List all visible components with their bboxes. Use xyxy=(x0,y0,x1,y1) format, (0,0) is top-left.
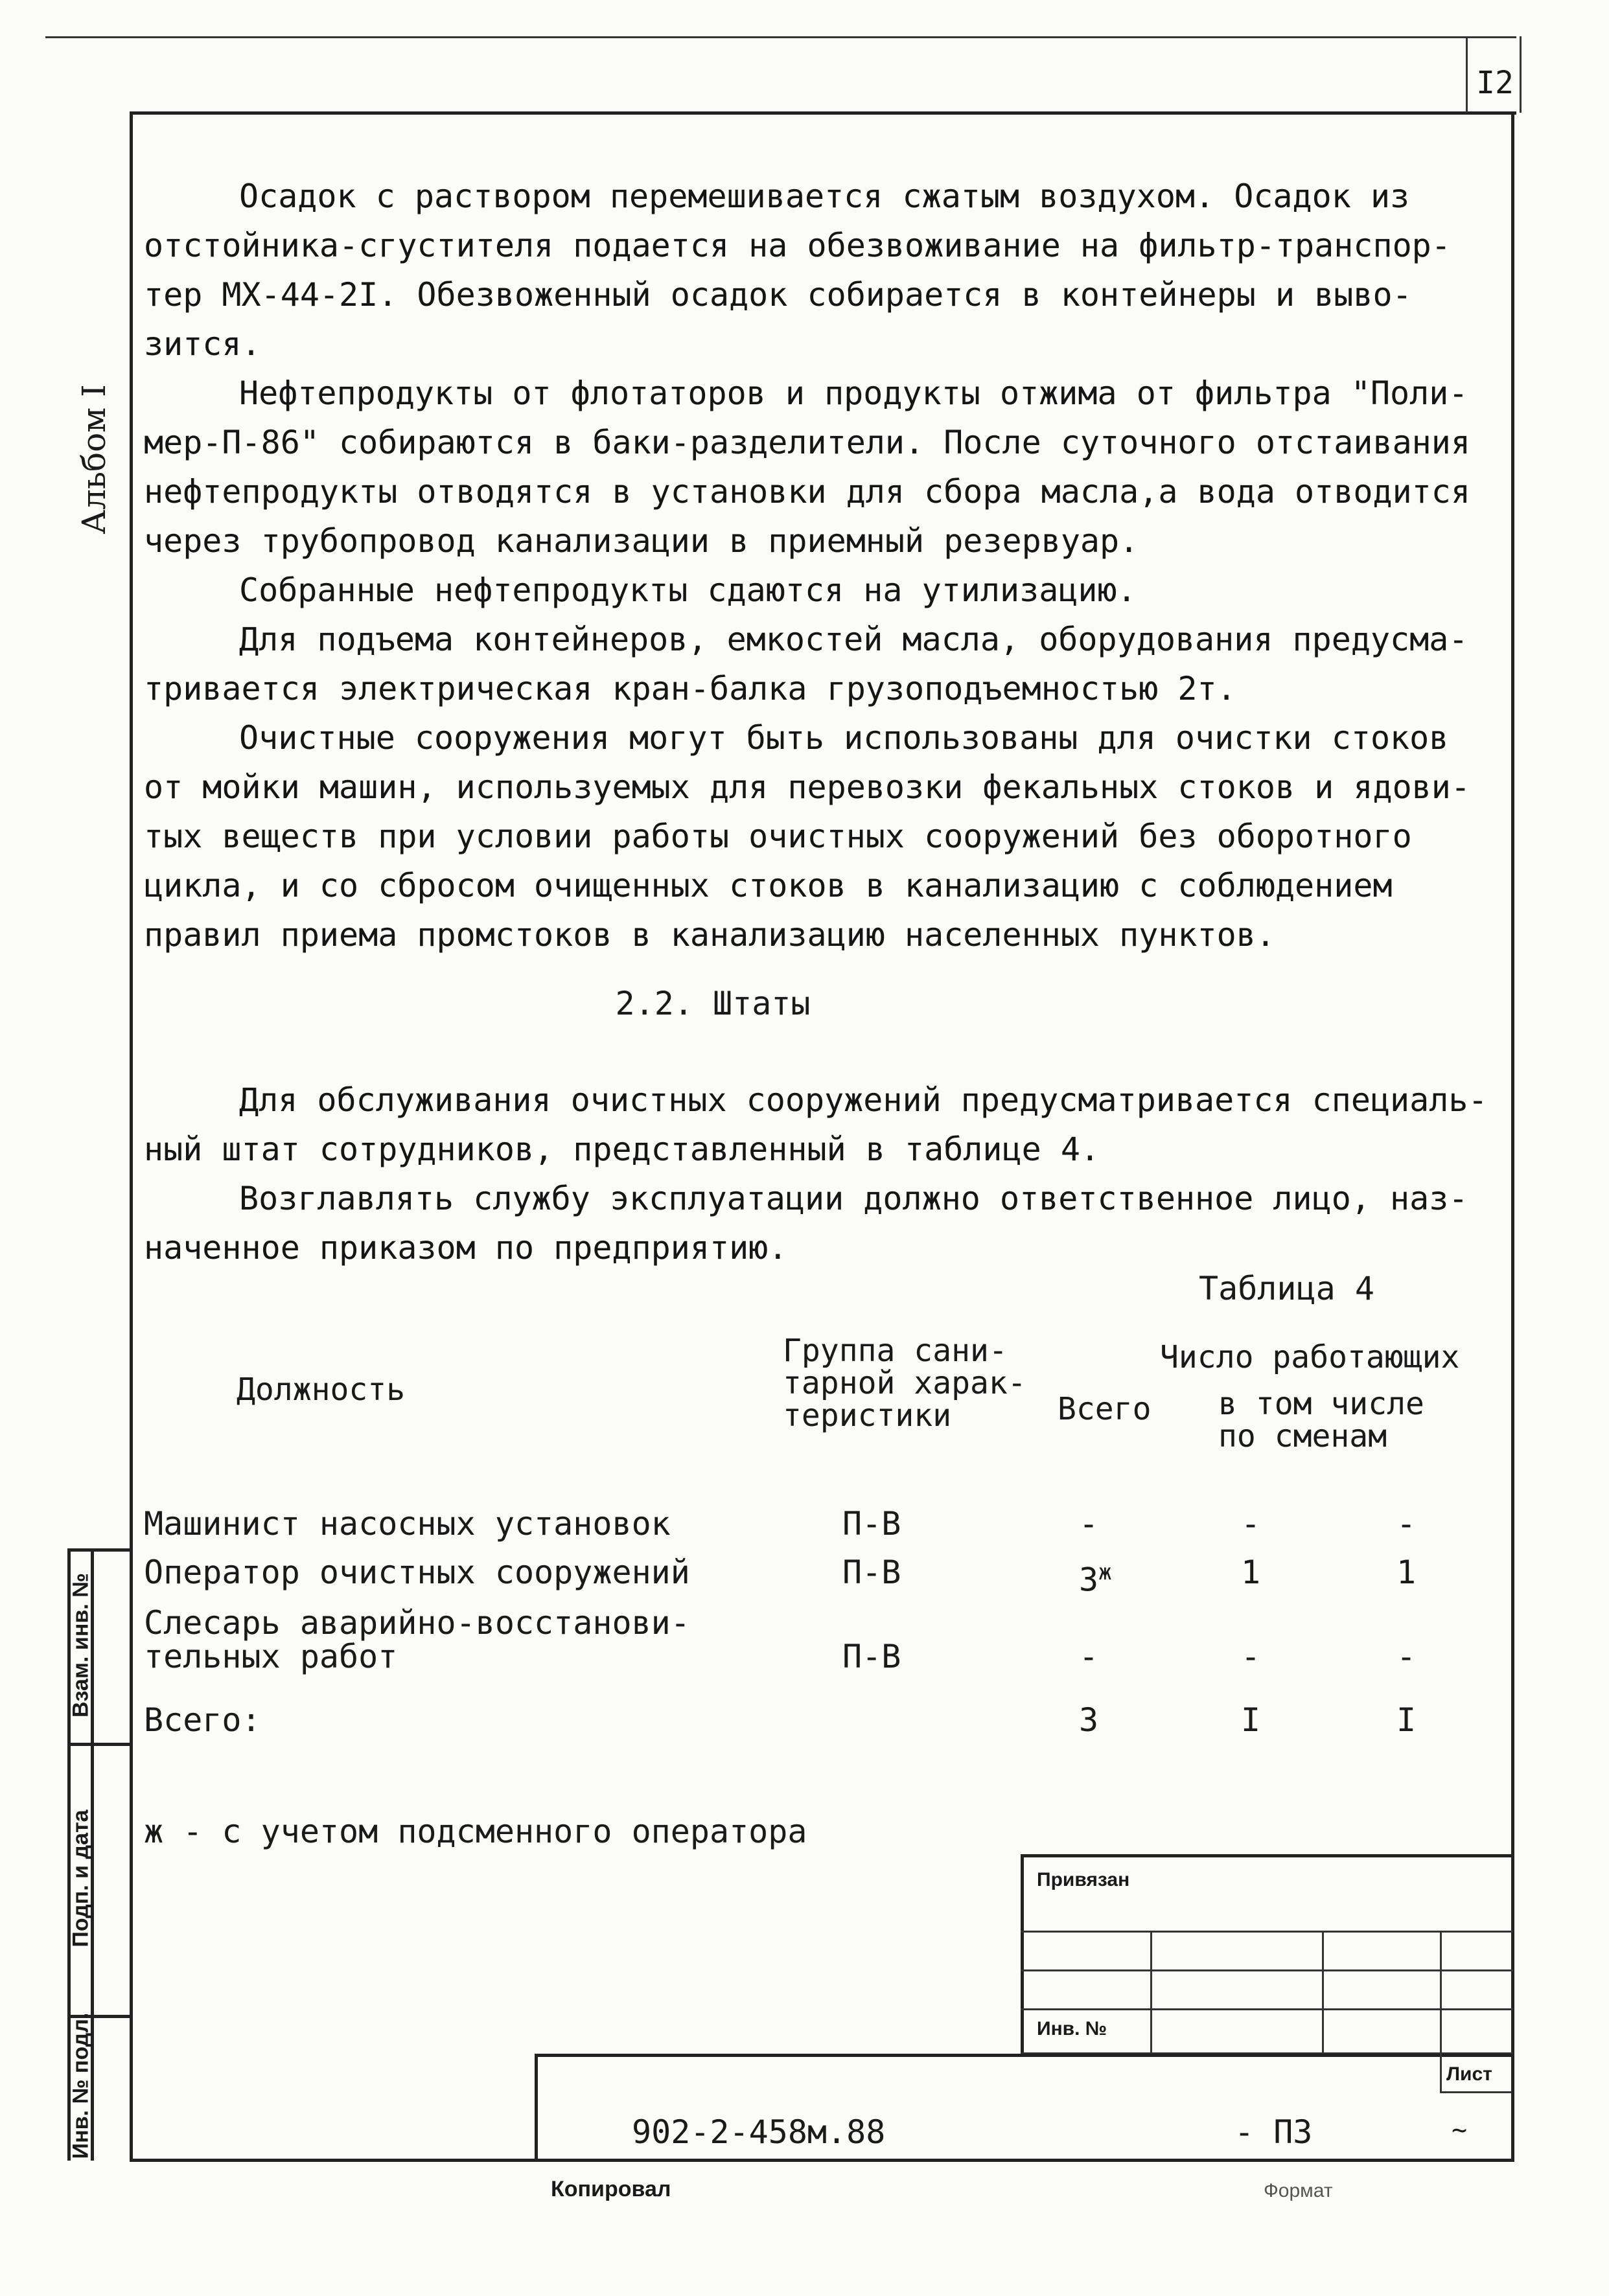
text-line: Нефтепродукты от флотаторов и продукты отжима от фильтра "Поли- xyxy=(239,374,1468,412)
row-total xyxy=(1079,1555,1112,1598)
stamp-row2 xyxy=(1021,1969,1513,1971)
text-line: тер МХ-44-2I. Обезвоженный осадок собирается в контейнеры и выво- xyxy=(144,276,1412,314)
album-label: Альбом I xyxy=(75,384,113,534)
text-line: зится. xyxy=(144,325,261,363)
text-line: Осадок с раствором перемешивается сжатым воздухом. Осадок из xyxy=(239,178,1410,215)
stamp-list-label: Лист xyxy=(1446,2063,1492,2085)
side-label-podp-data: Подп. и дата xyxy=(68,1809,93,1947)
paragraph-1 xyxy=(144,172,1479,369)
frame-top xyxy=(130,111,1516,115)
text-line: тых веществ при условии работы очистных сооружений без оборотного xyxy=(144,818,1412,855)
body-text-1 xyxy=(144,172,1479,959)
row-group: П-В xyxy=(842,1638,901,1675)
row-shift2: - xyxy=(1396,1505,1417,1543)
page-number: I2 xyxy=(1476,65,1514,101)
text-line: Для обслуживания очистных сооружений предусматривается специаль- xyxy=(239,1081,1488,1119)
side-label-vzam-inv: Взам. инв. № xyxy=(68,1572,93,1718)
row-position: Всего: xyxy=(144,1701,261,1739)
page-number-box-left xyxy=(1466,36,1468,113)
header-group-line2: тарной харак- xyxy=(783,1365,1026,1401)
row-position: Слесарь аварийно-восстанови- xyxy=(144,1604,690,1642)
side-label-inv-podl: Инв. № подл. xyxy=(68,2012,93,2159)
text-line: мер-П-86" собираются в баки-разделители. После суточного отстаивания xyxy=(144,424,1470,461)
paragraph-3 xyxy=(144,566,1479,615)
stamp-privyazan: Привязан xyxy=(1037,1869,1130,1890)
title-block-top xyxy=(535,2054,1513,2057)
row-position: Машинист насосных установок xyxy=(144,1505,671,1543)
row-position: Оператор очистных сооружений xyxy=(144,1554,690,1591)
stamp-row1 xyxy=(1021,1931,1513,1933)
text-line: Для подъема контейнеров, емкостей масла, оборудования предусма- xyxy=(239,621,1468,658)
row-group: П-В xyxy=(842,1554,901,1591)
stamp-left xyxy=(1021,1854,1024,2055)
text-line: нефтепродукты отводятся в установки для сбора масла,а вода отводится xyxy=(144,473,1470,511)
table-caption: Таблица 4 xyxy=(1199,1270,1374,1307)
side-column-sep1 xyxy=(67,1743,132,1746)
text-line: наченное приказом по предприятию. xyxy=(144,1229,788,1267)
text-line: цикла, и со сбросом очищенных стоков в канализацию с соблюдением xyxy=(144,867,1393,904)
row-shift2: 1 xyxy=(1396,1554,1417,1591)
header-total: Всего xyxy=(1058,1391,1152,1427)
text-line: Возглавлять службу эксплуатации должно ответственное лицо, наз- xyxy=(239,1180,1468,1217)
side-column-top xyxy=(67,1548,132,1552)
doc-code: 902-2-458м.88 xyxy=(632,2113,886,2151)
row-shift1: - xyxy=(1241,1638,1261,1675)
list-value: ~ xyxy=(1452,2115,1468,2145)
stamp-top xyxy=(1021,1854,1513,1857)
paragraph-7 xyxy=(144,1174,1479,1272)
total-value: 3 xyxy=(1079,1561,1099,1599)
doc-suffix: - ПЗ xyxy=(1234,2113,1313,2151)
text-line: от мойки машин, используемых для перевозки фекальных стоков и ядови- xyxy=(144,768,1470,806)
paragraph-4 xyxy=(144,615,1479,713)
row-position-cont: тельных работ xyxy=(144,1638,398,1675)
footnote: ж - с учетом подсменного оператора xyxy=(144,1813,807,1850)
header-shifts-line1: в том числе xyxy=(1218,1386,1424,1422)
footnote-mark: ж xyxy=(1098,1559,1112,1585)
header-group-line3: теристики xyxy=(783,1397,952,1434)
list-box-left xyxy=(1440,2054,1442,2093)
paragraph-5 xyxy=(144,713,1479,959)
paragraph-6 xyxy=(144,1075,1488,1174)
list-box-bottom xyxy=(1440,2091,1511,2093)
frame-left xyxy=(130,111,133,2162)
title-block-left xyxy=(535,2054,538,2161)
row-total: - xyxy=(1079,1638,1099,1675)
header-workers: Число работающих xyxy=(1160,1339,1460,1375)
row-shift1: - xyxy=(1241,1505,1261,1543)
row-shift2: - xyxy=(1396,1638,1417,1675)
text-line: тривается электрическая кран-балка грузоподъемностью 2т. xyxy=(144,670,1236,707)
stamp-inv-no: Инв. № xyxy=(1037,2018,1107,2039)
text-line: ный штат сотрудников, представленный в таблице 4. xyxy=(144,1131,1100,1168)
stamp-col2 xyxy=(1322,1931,1324,2054)
stamp-col3 xyxy=(1440,1931,1442,2054)
stamp-col1 xyxy=(1150,1931,1152,2054)
stamp-row3 xyxy=(1021,2008,1513,2010)
body-text-2 xyxy=(144,1075,1488,1272)
text-line: Очистные сооружения могут быть использованы для очистки стоков xyxy=(239,719,1449,757)
frame-bottom xyxy=(130,2159,1514,2162)
paragraph-2 xyxy=(144,369,1479,566)
header-group-line1: Группа сани- xyxy=(783,1333,1008,1369)
row-shift2: I xyxy=(1396,1701,1417,1739)
row-shift1: I xyxy=(1241,1701,1261,1739)
format-label: Формат xyxy=(1264,2180,1333,2201)
top-edge-line xyxy=(45,36,1516,38)
row-total: - xyxy=(1079,1505,1099,1543)
text-line: отстойника-сгустителя подается на обезвоживание на фильтр-транспор- xyxy=(144,227,1451,264)
kopiroval-label: Копировал xyxy=(551,2177,671,2201)
row-shift1: 1 xyxy=(1241,1554,1261,1591)
row-group: П-В xyxy=(842,1505,901,1543)
text-line: правил приема промстоков в канализацию населенных пунктов. xyxy=(144,916,1275,954)
header-shifts-line2: по сменам xyxy=(1218,1418,1387,1454)
header-position: Должность xyxy=(237,1372,406,1408)
text-line: через трубопровод канализации в приемный резервуар. xyxy=(144,522,1139,560)
row-total: 3 xyxy=(1079,1701,1099,1739)
text-line: Собранные нефтепродукты сдаются на утилизацию. xyxy=(239,571,1137,609)
page-number-box-right xyxy=(1520,36,1522,113)
section-heading: 2.2. Штаты xyxy=(615,985,811,1022)
